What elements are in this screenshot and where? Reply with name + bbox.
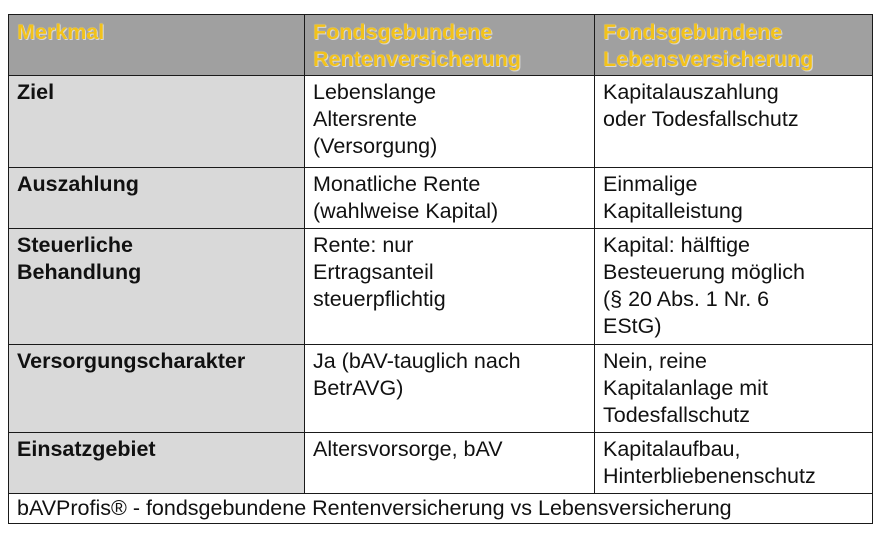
cell-line: (Versorgung) [313, 134, 438, 158]
table-caption-row [9, 494, 873, 524]
cell-line: Altersrente [313, 107, 417, 131]
cell-line: Hinterbliebenenschutz [603, 464, 816, 488]
row-label-einsatz [9, 433, 305, 494]
cell-rente-auszahlung [305, 168, 595, 229]
row-label-text: Einsatzgebiet [17, 437, 156, 461]
cell-leben-versorgung [595, 345, 873, 433]
cell-line: oder Todesfallschutz [603, 107, 799, 131]
header-rentenversicherung [305, 15, 595, 76]
cell-rente-steuer [305, 229, 595, 345]
cell-rente-einsatz [305, 433, 595, 494]
caption-text: bAVProfis® - fondsgebundene Rentenversicherung vs Lebensversicherung [17, 496, 732, 520]
row-label-text: Behandlung [17, 260, 142, 284]
cell-line: Kapital: hälftige [603, 233, 751, 257]
cell-line: Kapitalanlage mit [603, 376, 768, 400]
cell-leben-steuer [595, 229, 873, 345]
table-row-einsatz [9, 433, 873, 494]
row-label-text: Auszahlung [17, 172, 139, 196]
cell-line: Kapitalauszahlung [603, 80, 779, 104]
row-label-steuer [9, 229, 305, 345]
cell-line: Nein, reine [603, 349, 707, 373]
cell-rente-ziel [305, 76, 595, 168]
header-leben-line: Fondsgebundene [603, 20, 783, 44]
cell-line: Ja (bAV-tauglich nach [313, 349, 521, 373]
table-row-auszahlung [9, 168, 873, 229]
header-leben-line: Lebensversicherung [603, 47, 814, 71]
cell-line: Todesfallschutz [603, 403, 750, 427]
header-lebensversicherung [595, 15, 873, 76]
header-merkmal-text: Merkmal [17, 20, 105, 44]
cell-leben-ziel [595, 76, 873, 168]
table-header-row [9, 15, 873, 76]
table-row-versorgung [9, 345, 873, 433]
cell-line: Besteuerung möglich [603, 260, 805, 284]
row-label-versorgung [9, 345, 305, 433]
cell-line: Rente: nur [313, 233, 414, 257]
cell-line: Ertragsanteil [313, 260, 434, 284]
cell-line: Lebenslange [313, 80, 437, 104]
cell-leben-einsatz [595, 433, 873, 494]
cell-line: Kapitalleistung [603, 199, 743, 223]
cell-line: Altersvorsorge, bAV [313, 437, 503, 461]
cell-line: BetrAVG) [313, 376, 404, 400]
row-label-text: Ziel [17, 80, 55, 104]
header-merkmal [9, 15, 305, 76]
row-label-text: Versorgungscharakter [17, 349, 246, 373]
header-rente-line: Rentenversicherung [313, 47, 521, 71]
cell-line: Monatliche Rente [313, 172, 481, 196]
table-row-ziel [9, 76, 873, 168]
cell-line: (wahlweise Kapital) [313, 199, 499, 223]
row-label-text: Steuerliche [17, 233, 133, 257]
table-row-steuer [9, 229, 873, 345]
cell-rente-versorgung [305, 345, 595, 433]
comparison-table [8, 14, 873, 524]
table-caption [9, 494, 873, 524]
row-label-auszahlung [9, 168, 305, 229]
cell-line: (§ 20 Abs. 1 Nr. 6 [603, 287, 770, 311]
header-rente-line: Fondsgebundene [313, 20, 493, 44]
row-label-ziel [9, 76, 305, 168]
cell-line: Kapitalaufbau, [603, 437, 741, 461]
cell-leben-auszahlung [595, 168, 873, 229]
cell-line: Einmalige [603, 172, 698, 196]
cell-line: steuerpflichtig [313, 287, 446, 311]
cell-line: EStG) [603, 314, 662, 338]
